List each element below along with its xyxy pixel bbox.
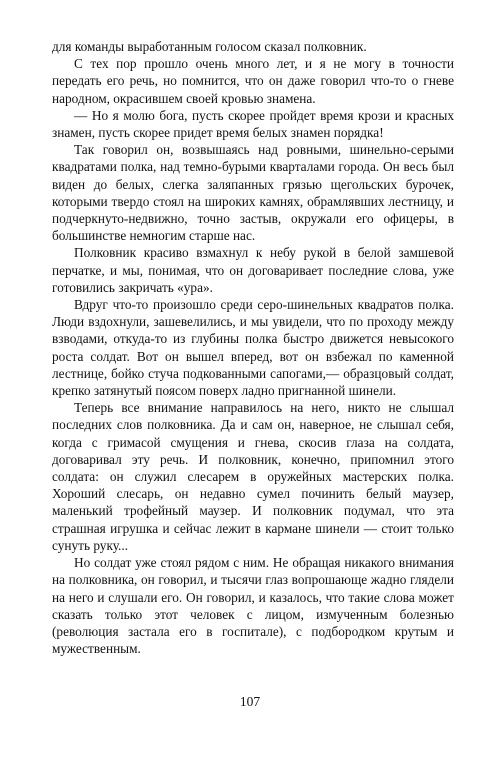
paragraph: Вдруг что-то произошло среди серо-шинельных квадратов полка. Люди вздохнули, зашевелились, и мы увидели, что по проходу между взводами, откуда-то из глубины полка быстро движется невысокого роста солдат. Вот он вышел вперед, вот он взбежал по каменной лестнице, бойко стуча подкованными сапогами,— образцовый солдат, крепко затянутый поясом поверх ладно пригнанной шинели. (52, 297, 454, 399)
paragraph: С тех пор прошло очень много лет, и я не могу в точности передать его речь, но помнится, что он даже говорил что-то о гневе народном, окрасившем своей кровью знамена. (52, 56, 454, 106)
paragraph: — Но я молю бога, пусть скорее пройдет время крози и красных знамен, пусть скорее придет время белых знамен порядка! (52, 107, 454, 141)
paragraph: Так говорил он, возвышаясь над ровными, шинельно-серыми квадратами полка, над темно-бурыми кварталами города. Он весь был виден до белых, слегка заляпанных грязью щегольских бурочек, которыми твердо стоял на широких камнях, обрамлявших лестницу, и подчеркнуто-недвижно, точно застыв, окружали его офицеры, в большинстве немногим старше нас. (52, 142, 454, 244)
page-text (52, 38, 454, 657)
paragraph: Теперь все внимание направилось на него, никто не слышал последних слов полковника. Да и сам он, наверное, не слышал себя, когда с гримасой смущения и гнева, скосив глаза на солдата, договаривал эту речь. И полковник, конечно, припомнил этого солдата: он служил слесарем в оружейных мастерских полка. Хороший слесарь, он недавно сумел починить белый маузер, маленький трофейный маузер. И полковник подумал, что эта страшная игрушка и сейчас лежит в кармане шинели — стоит только сунуть руку... (52, 400, 454, 553)
page-number: 107 (239, 694, 261, 709)
paragraph: Полковник красиво взмахнул к небу рукой в белой замшевой перчатке, и мы, понимая, что он договаривает последние слова, уже готовились закричать «ура». (52, 245, 454, 295)
paragraph: для команды выработанным голосом сказал полковник. (52, 39, 367, 54)
paragraph: Но солдат уже стоял рядом с ним. Не обращая никакого внимания на полковника, он говорил, и тысячи глаз вопрошающе жадно глядели на него и слушали его. Он говорил, и казалось, что такие слова может сказать только этот человек с лицом, измученным болезнью (революция застала его в госпитале), с подбородком крутым и мужественным. (52, 555, 454, 657)
